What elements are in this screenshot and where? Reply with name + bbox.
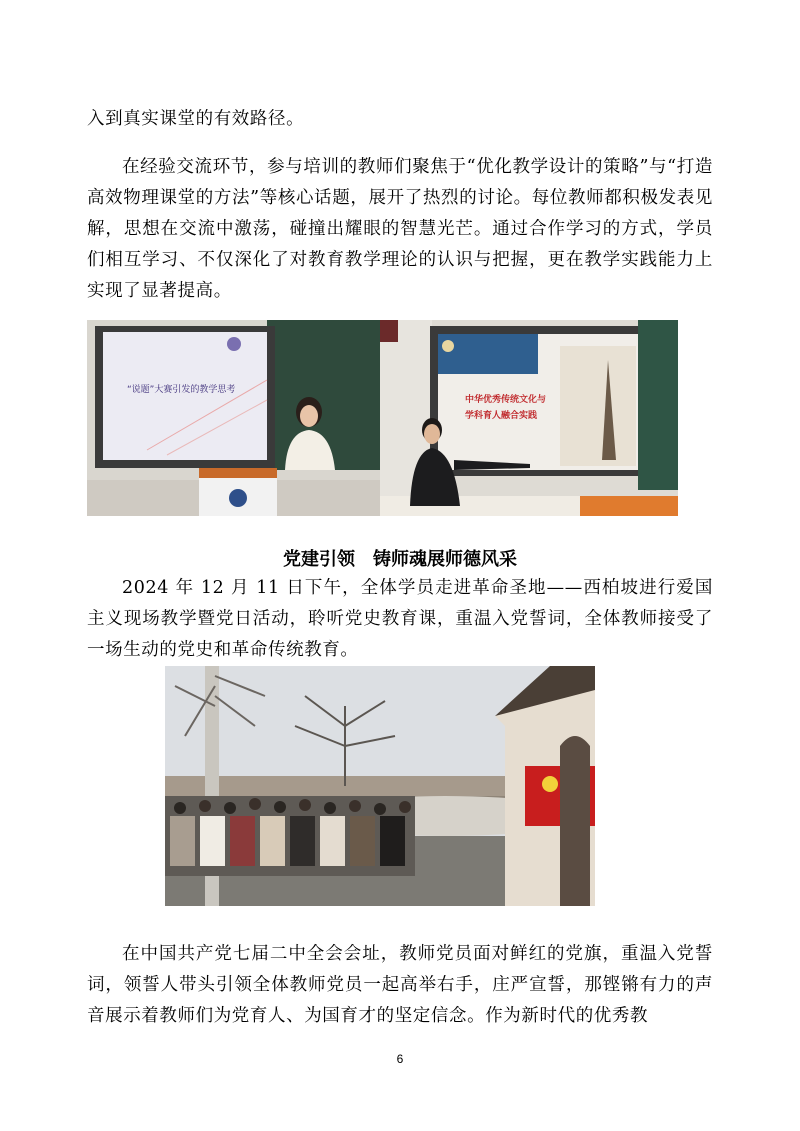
left-slide-title: “说题”大赛引发的教学思考 (127, 385, 236, 395)
photo-oath-ceremony (165, 666, 595, 906)
section-heading: 党建引领 铸师魂展师德风采 (283, 549, 517, 570)
right-slide-title-line2: 学科育人融合实践 (465, 411, 538, 421)
paragraph-oath: 在中国共产党七届二中全会会址，教师党员面对鲜红的党旗，重温入党誓词，领誓人带头引领全体教师党员一起高举右手，庄严宣誓，那铿锵有力的声音展示着教师们为党育人、为国育才的坚定信念。作为新时代的优秀教 (87, 944, 713, 1026)
paragraph-exchange: 在经验交流环节，参与培训的教师们聚焦于“优化教学设计的策略”与“打造高效物理课堂的方法”等核心话题，展开了热烈的讨论。每位教师都积极发表见解，思想在交流中激荡，碰撞出耀眼的智慧光芒。通过合作学习的方式，学员们相互学习、不仅深化了对教育教学理论的认识与把握，更在教学实践能力上实现了显著提高。 (87, 157, 713, 301)
photo-lecture-man (380, 320, 678, 516)
paragraph-continuation: 入到真实课堂的有效路径。 (87, 109, 305, 129)
paragraph-xibaipo-visit: 2024 年 12 月 11 日下午，全体学员走进革命圣地——西柏坡进行爱国主义现场教学暨党日活动，聆听党史教育课，重温入党誓词，全体教师接受了一场生动的党史和革命传统教育。 (87, 578, 713, 660)
page-number: 6 (396, 1052, 404, 1066)
photo-lecture-woman (87, 320, 380, 516)
right-slide-title-line1: 中华优秀传统文化与 (465, 395, 547, 405)
